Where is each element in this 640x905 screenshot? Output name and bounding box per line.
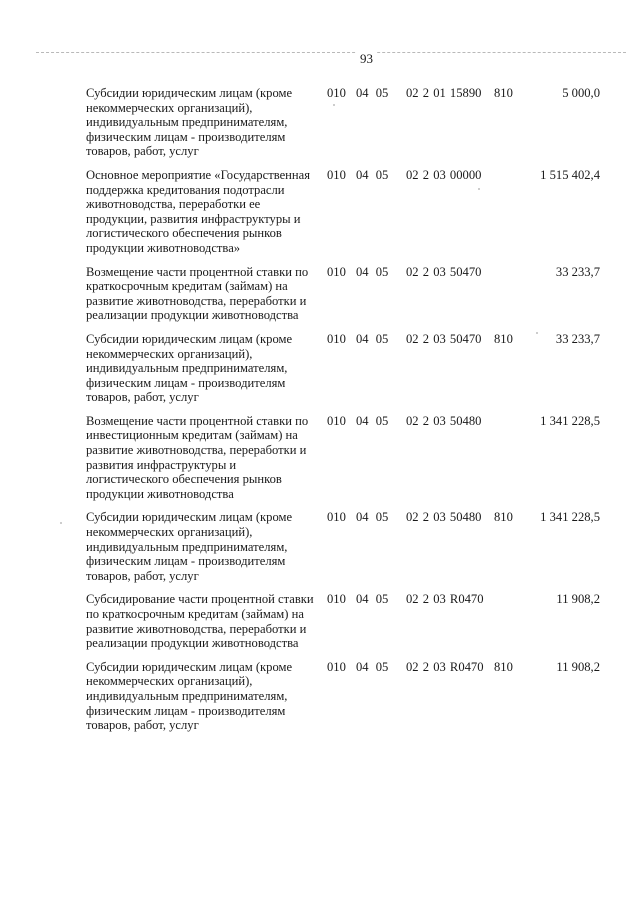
- expense-type-code: 810: [494, 86, 513, 100]
- scan-speck: [60, 522, 62, 524]
- row-name: Возмещение части процентной ставки по краткосрочным кредитам (займам) на развитие животноводства, переработки и реализации продукции животноводства: [86, 264, 309, 323]
- section-code: 04 05: [356, 264, 389, 279]
- row-name: Субсидии юридическим лицам (кроме некоммерческих организаций), индивидуальным предпринимателям, физическим лицам - производителям товаров, работ, услуг: [86, 510, 293, 583]
- ministry-code: 010: [327, 413, 346, 428]
- section-code: 04 05: [356, 331, 389, 346]
- table-row: [86, 332, 606, 405]
- section-code: 04 05: [356, 510, 389, 525]
- amount: 5 000,0: [562, 86, 600, 100]
- table-row: [86, 592, 606, 650]
- ministry-code: 010: [327, 86, 346, 100]
- table-row: [86, 86, 606, 159]
- section-code: 04 05: [356, 167, 389, 182]
- section-code: 04 05: [356, 659, 389, 674]
- table-row: [86, 168, 606, 256]
- row-name: Субсидии юридическим лицам (кроме некоммерческих организаций), индивидуальным предпринимателям, физическим лицам - производителям товаров, работ, услуг: [86, 331, 293, 405]
- article-code: 02 2 03 00000: [406, 167, 482, 182]
- table-row: [86, 414, 606, 502]
- table-row: [86, 510, 606, 583]
- ministry-code: 010: [327, 167, 346, 182]
- ministry-code: 010: [327, 264, 346, 279]
- amount: 11 908,2: [556, 592, 600, 607]
- article-code: 02 2 03 R0470: [406, 659, 484, 674]
- amount: 1 515 402,4: [540, 167, 600, 182]
- amount: 11 908,2: [556, 659, 600, 674]
- section-code: 04 05: [356, 592, 389, 607]
- article-code: 02 2 03 50470: [406, 331, 482, 346]
- table-row: [86, 265, 606, 323]
- expense-type-code: 810: [494, 331, 513, 346]
- scan-header-line: [36, 52, 626, 53]
- budget-table: [86, 86, 606, 742]
- amount: 33 233,7: [555, 331, 600, 346]
- expense-type-code: 810: [494, 659, 513, 674]
- row-name: Основное мероприятие «Государственная поддержка кредитования подотрасли животноводства, переработки ее продукции, развития инфраструктуры и логистического обеспечения рынков продукции животноводства»: [86, 167, 311, 255]
- ministry-code: 010: [327, 592, 346, 607]
- row-name: Субсидирование части процентной ставки по краткосрочным кредитам (займам) на развитие животноводства, переработки и реализации продукции животноводства: [86, 592, 314, 651]
- article-code: 02 2 01 15890: [406, 86, 482, 100]
- expense-type-code: 810: [494, 510, 513, 525]
- amount: 33 233,7: [555, 264, 600, 279]
- amount: 1 341 228,5: [540, 510, 600, 525]
- table-row: [86, 660, 606, 733]
- row-name: Субсидии юридическим лицам (кроме некоммерческих организаций), индивидуальным предпринимателям, физическим лицам - производителям товаров, работ, услуг: [86, 86, 293, 159]
- row-name: Субсидии юридическим лицам (кроме некоммерческих организаций), индивидуальным предпринимателям, физическим лицам - производителям товаров, работ, услуг: [86, 659, 293, 733]
- page-number: 93: [356, 51, 377, 67]
- ministry-code: 010: [327, 331, 346, 346]
- article-code: 02 2 03 50470: [406, 264, 482, 279]
- article-code: 02 2 03 R0470: [406, 592, 484, 607]
- section-code: 04 05: [356, 413, 389, 428]
- article-code: 02 2 03 50480: [406, 510, 482, 525]
- amount: 1 341 228,5: [540, 413, 600, 428]
- ministry-code: 010: [327, 659, 346, 674]
- ministry-code: 010: [327, 510, 346, 525]
- row-name: Возмещение части процентной ставки по инвестиционным кредитам (займам) на развитие животноводства, переработки и развития инфраструктуры и логистического обеспечения рынков продукции животноводства: [86, 413, 309, 501]
- article-code: 02 2 03 50480: [406, 413, 482, 428]
- section-code: 04 05: [356, 86, 389, 100]
